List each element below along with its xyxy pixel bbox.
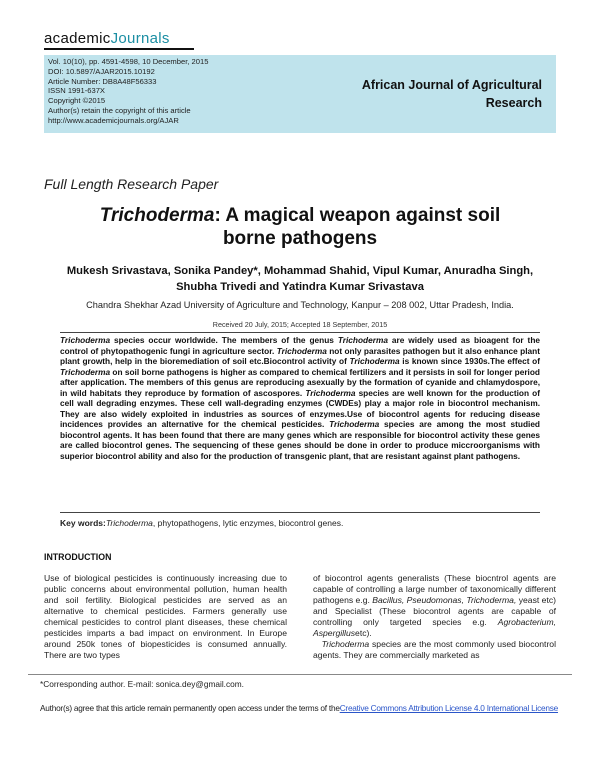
authors-line2: Shubha Trivedi and Yatindra Kumar Srivastava [176, 281, 424, 293]
license-link[interactable]: Creative Commons Attribution License 4.0 International License [339, 703, 559, 713]
keywords-rest: , phytopathogens, lytic enzymes, biocontrol genes. [152, 518, 344, 528]
logo-underline [44, 48, 194, 50]
authors-line1: Mukesh Srivastava, Sonika Pandey*, Mohammad Shahid, Vipul Kumar, Anuradha Singh, [66, 265, 534, 277]
text-run: Trichoderma [276, 345, 327, 356]
footnote-rule [28, 674, 572, 675]
journal-name [362, 76, 542, 112]
meta-copyright: Copyright ©2015 [48, 96, 106, 106]
received-dates: Received 20 July, 2015; Accepted 18 September, 2015 [212, 320, 388, 329]
keywords-genus: Trichoderma [105, 518, 153, 528]
text-run: Trichoderma [337, 335, 388, 345]
abstract-bottom-rule [60, 512, 540, 513]
text-run: species are the most commonly used biocontrol agents. They are commercially marketed as [313, 639, 556, 660]
text-run: not only parasites pathogen but it also enhance plant plant growth, help in the bioremediation of soil etc.Biocontrol activity of [60, 345, 540, 366]
text-run: yeast etc) and Specialist (These biocontrol agents are capable of controlling only targeted species e.g. [313, 595, 556, 627]
text-run: Trichoderma [305, 387, 356, 398]
keywords [60, 518, 343, 528]
abstract-text [60, 335, 540, 461]
meta-article-number: Article Number: DB8A48F56333 [48, 76, 157, 86]
text-run: Trichoderma [60, 366, 111, 377]
title-line2: borne pathogens [222, 228, 378, 249]
text-run: species occur worldwide. The members of the genus [110, 335, 338, 345]
text-run: Agrobacterium, Aspergillus [313, 617, 556, 638]
title-genus: Trichoderma [99, 205, 215, 226]
title-line1-rest: : A magical weapon against soil [214, 205, 501, 226]
text-run: Use of biological pesticides is continuously increasing due to public concerns about environmental pollution, human health and soil fertility. Biological pesticides are served as an alternative to chemical pesticides. Farmers generally use chemical pesticides to control plant diseases, these chemical pesticides imparts a bad impact on environment. In Europe around 250k tones of biopesticides is consumed annually. There are two types [44, 573, 287, 660]
abstract-top-rule [60, 332, 540, 333]
text-run: on soil borne pathogens is higher as compared to chemical fertilizers and it persists in soil for longer period after application. The members of this genus are reproducing asexually by the formation of cyanide and chlamydospore, in wild habitats they reproduce by formation of ascospores. [60, 366, 540, 398]
meta-doi: DOI: 10.5897/AJAR2015.10192 [48, 66, 155, 76]
text-run: Trichoderma [329, 419, 380, 429]
logo-text-academic: academic [44, 30, 111, 47]
text-run: Bacillus, Pseudomonas, Trichoderma, [372, 595, 517, 605]
meta-issn: ISSN 1991-637X [48, 86, 105, 96]
text-run: species are among the most studied biocontrol agents. It has been found that there are many genes which are responsible for biocontrol activity these genes are called biocontrol genes. The sequencing of these genes should be done in order to produce miccroorganisms with superior biocontrol ability and also for the production of transgenic plant, that are resistant against plant pathogens. [60, 419, 540, 461]
logo-text-journals: Journals [110, 30, 170, 47]
body-column-right [313, 573, 556, 661]
text-run: etc). [355, 628, 372, 638]
paper-type: Full Length Research Paper [44, 176, 219, 192]
journal-name-line2: Research [485, 96, 542, 110]
section-heading-introduction: INTRODUCTION [44, 552, 112, 562]
paper-title [44, 204, 556, 250]
journal-name-line1: African Journal of Agricultural [361, 78, 542, 92]
author-list [44, 263, 556, 295]
text-run: are widely used as bioagent for the control of phytopathogenic fungi in agriculture sector. [60, 335, 540, 356]
meta-author-rights: Author(s) retain the copyright of this article [48, 105, 191, 115]
text-run: is known since 1930s.The effect of [399, 356, 540, 366]
corresponding-author: *Corresponding author. E-mail: sonica.dey@gmail.com. [40, 679, 244, 689]
text-run: Trichoderma [313, 639, 370, 649]
license-notice [40, 703, 570, 714]
text-run: Trichoderma [60, 335, 111, 345]
meta-volume: Vol. 10(10), pp. 4591-4598, 10 December, 2015 [48, 57, 209, 66]
text-run: Trichoderma [349, 356, 400, 366]
text-run: species are well known for the production of cell wall degrading enzymes. These cell wall-degrading enzymes (CWDEs) play a major role in biocontrol mechanism. They are also widely exploited in industries as sources of enzymes.Use of biocontrol agents for reducing disease incidences provides an alternative for the chemical pesticides. [60, 387, 540, 429]
article-metadata [48, 57, 208, 126]
text-run: of biocontrol agents generalists (These biocntrol agents are capable of controlling a large number of taxonomically different pathogens e.g. [313, 573, 556, 605]
publisher-logo [44, 30, 170, 47]
license-text: Author(s) agree that this article remain permanently open access under the terms of the [40, 703, 340, 713]
body-column-left [44, 573, 287, 661]
meta-journal-url[interactable]: http://www.academicjournals.org/AJAR [48, 115, 179, 125]
affiliation: Chandra Shekhar Azad University of Agriculture and Technology, Kanpur – 208 002, Uttar Pradesh, India. [86, 300, 514, 310]
keywords-label: Key words: [60, 518, 106, 528]
